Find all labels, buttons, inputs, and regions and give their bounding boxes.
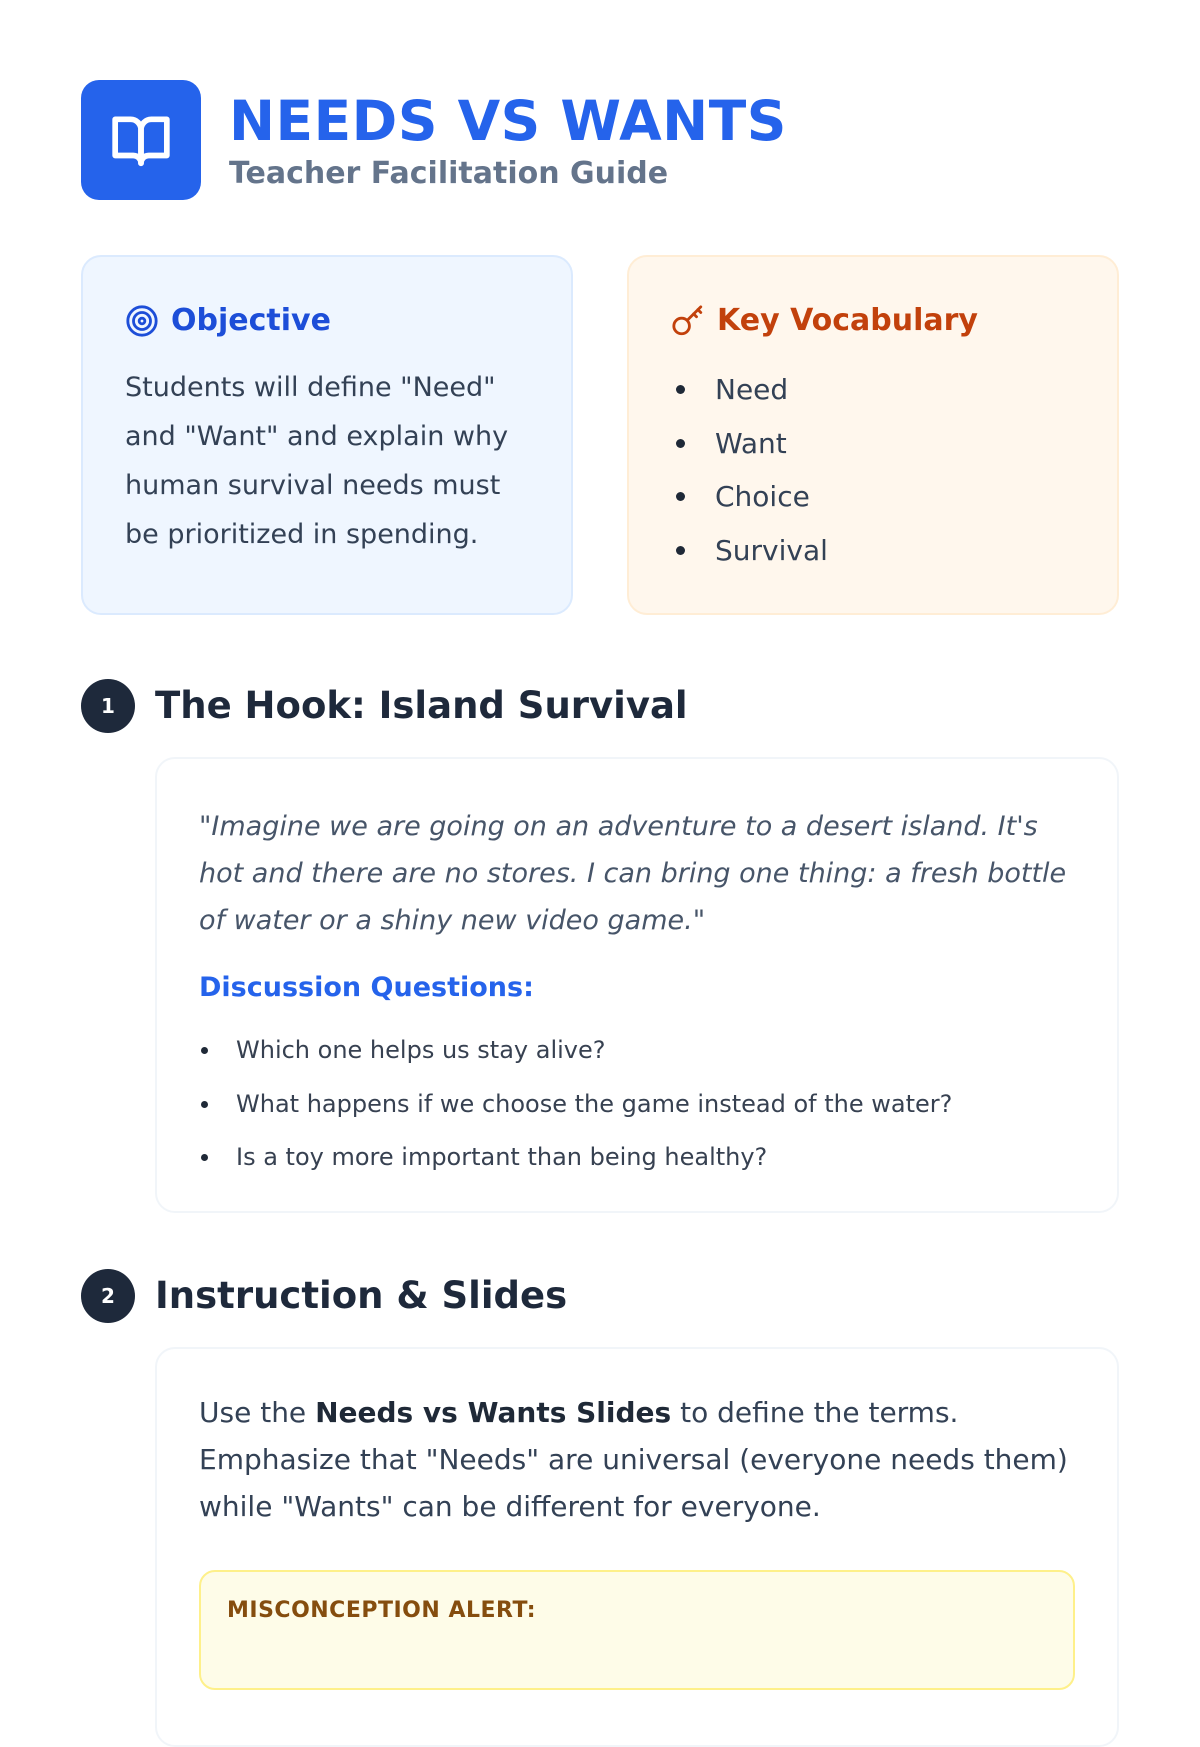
page-title: NEEDS VS WANTS xyxy=(229,89,787,153)
page-subtitle: Teacher Facilitation Guide xyxy=(229,156,669,191)
slides-link-text: Needs vs Wants Slides xyxy=(315,1396,672,1429)
vocabulary-card xyxy=(627,255,1119,615)
misconception-alert xyxy=(199,1570,1075,1690)
section-body xyxy=(155,757,1119,1213)
section-title: The Hook: Island Survival xyxy=(155,684,688,727)
objective-text: Students will define "Need" and "Want" and explain why human survival needs must be prioritized in spending. xyxy=(125,372,509,550)
discussion-questions-list xyxy=(199,1024,1075,1185)
objective-card xyxy=(81,255,573,615)
discussion-questions-title: Discussion Questions: xyxy=(199,972,534,1003)
title-block xyxy=(229,88,787,192)
section-title: Instruction & Slides xyxy=(155,1274,568,1317)
info-cards xyxy=(81,255,1119,615)
list-item: Need xyxy=(671,363,1075,417)
section-heading xyxy=(81,1269,1119,1323)
section-body xyxy=(155,1347,1119,1747)
section-instruction xyxy=(81,1269,1119,1747)
book-open-icon xyxy=(81,80,201,200)
list-item: Survival xyxy=(671,524,1075,578)
section-hook xyxy=(81,679,1119,1213)
list-item: Which one helps us stay alive? xyxy=(199,1024,1075,1078)
vocabulary-heading xyxy=(671,301,1075,341)
list-item: Want xyxy=(671,417,1075,471)
step-number-badge: 1 xyxy=(81,679,135,733)
list-item: Choice xyxy=(671,470,1075,524)
objective-title: Objective xyxy=(171,303,331,338)
instruction-text: Use the Needs vs Wants Slides to define the terms. Emphasize that "Needs" are universal (everyone needs them) while "Wants" can be different for everyone. xyxy=(199,1396,1068,1523)
list-item: Is a toy more important than being healthy? xyxy=(199,1131,1075,1185)
key-icon xyxy=(671,304,705,338)
list-item: What happens if we choose the game instead of the water? xyxy=(199,1078,1075,1132)
vocabulary-title: Key Vocabulary xyxy=(717,303,978,338)
hook-quote: "Imagine we are going on an adventure to a desert island. It's hot and there are no stores. I can bring one thing: a fresh bottle of water or a shiny new video game." xyxy=(199,811,1067,936)
target-icon xyxy=(125,304,159,338)
header xyxy=(81,80,1119,200)
vocabulary-list xyxy=(671,363,1075,577)
section-heading xyxy=(81,679,1119,733)
objective-heading xyxy=(125,301,529,341)
step-number-badge: 2 xyxy=(81,1269,135,1323)
alert-title: MISCONCEPTION ALERT: xyxy=(227,1598,537,1623)
